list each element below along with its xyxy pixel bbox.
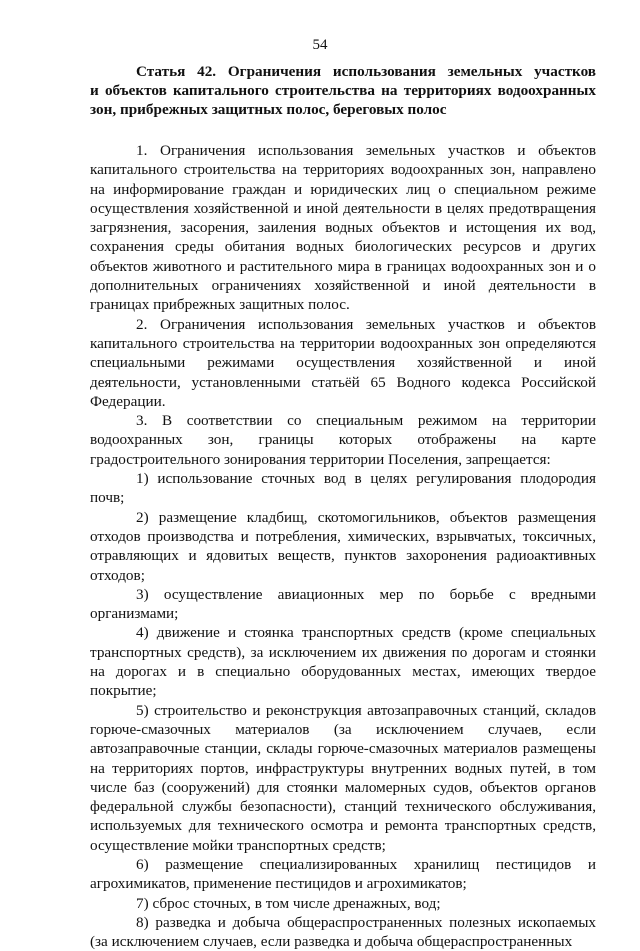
page-number: 54 (312, 37, 328, 53)
paragraph-1: 1. Ограничения использования земельных участков и объектов капитального строительства на территориях водоохранных зон, направлено на информирование граждан и юридических лиц о специальном режиме осуществления хозяйственной и иной деятельности в целях предотвращения загрязнения, засорения, заиления водных объектов и истощения их вод, сохранения среды обитания водных биологических ресурсов и других объектов животного и растительного мира в границах водоохранных зон и о дополнительных ограничениях хозяйственной и иной деятельности в границах прибрежных защитных полос. (90, 142, 596, 314)
list-item-3: 3) осуществление авиационных мер по борьбе с вредными организмами; (90, 585, 596, 623)
document-body (90, 62, 596, 951)
paragraph-2: 2. Ограничения использования земельных участков и объектов капитального строительства на территории водоохранных зон определяются специальными режимами осуществления хозяйственной и иной деятельности, установленными статьёй 65 Водного кодекса Российской Федерации. (90, 315, 596, 410)
list-item-1: 1) использование сточных вод в целях регулирования плодородия почв; (90, 470, 596, 507)
list-item-7: 7) сброс сточных, в том числе дренажных, вод; (136, 894, 441, 912)
list-item-8: 8) разведка и добыча общераспространенных полезных ископаемых (за исключением случаев, если разведка и добыча общераспространенных (90, 913, 596, 951)
list-item-5: 5) строительство и реконструкция автозаправочных станций, складов горюче-смазочных материалов (за исключением случаев, если автозаправочные станции, склады горюче-смазочных материалов размещены на территориях портов, инфраструктуры внутренних водных путей, в том числе баз (сооружений) для стоянки маломерных судов, объектов органов федеральной службы безопасности), станций технического обслуживания, используемых для технического осмотра и ремонта транспортных средств, осуществление мойки транспортных средств; (90, 701, 596, 854)
paragraph-3: 3. В соответствии со специальным режимом на территории водоохранных зон, границы которых отображены на карте градостроительного зонирования территории Поселения, запрещается: (90, 412, 596, 468)
article-title-line: и объектов капитального строительства на территориях водоохранных (90, 82, 596, 99)
article-title-line: зон, прибрежных защитных полос, береговых полос (90, 101, 447, 118)
list-item-6: 6) размещение специализированных хранилищ пестицидов и агрохимикатов, применение пестицидов и агрохимикатов; (90, 855, 596, 893)
list-item-4: 4) движение и стоянка транспортных средств (кроме специальных транспортных средств), за исключением их движения по дорогам и стоянки на дорогах и в специально оборудованных местах, имеющих твердое покрытие; (90, 624, 596, 700)
article-title (90, 62, 596, 119)
list-item-2: 2) размещение кладбищ, скотомогильников, объектов размещения отходов производства и потребления, химических, взрывчатых, токсичных, отравляющих и ядовитых веществ, пунктов захоронения радиоактивных отходов; (90, 508, 596, 584)
article-title-line: Статья 42. Ограничения использования земельных участков (136, 63, 596, 80)
